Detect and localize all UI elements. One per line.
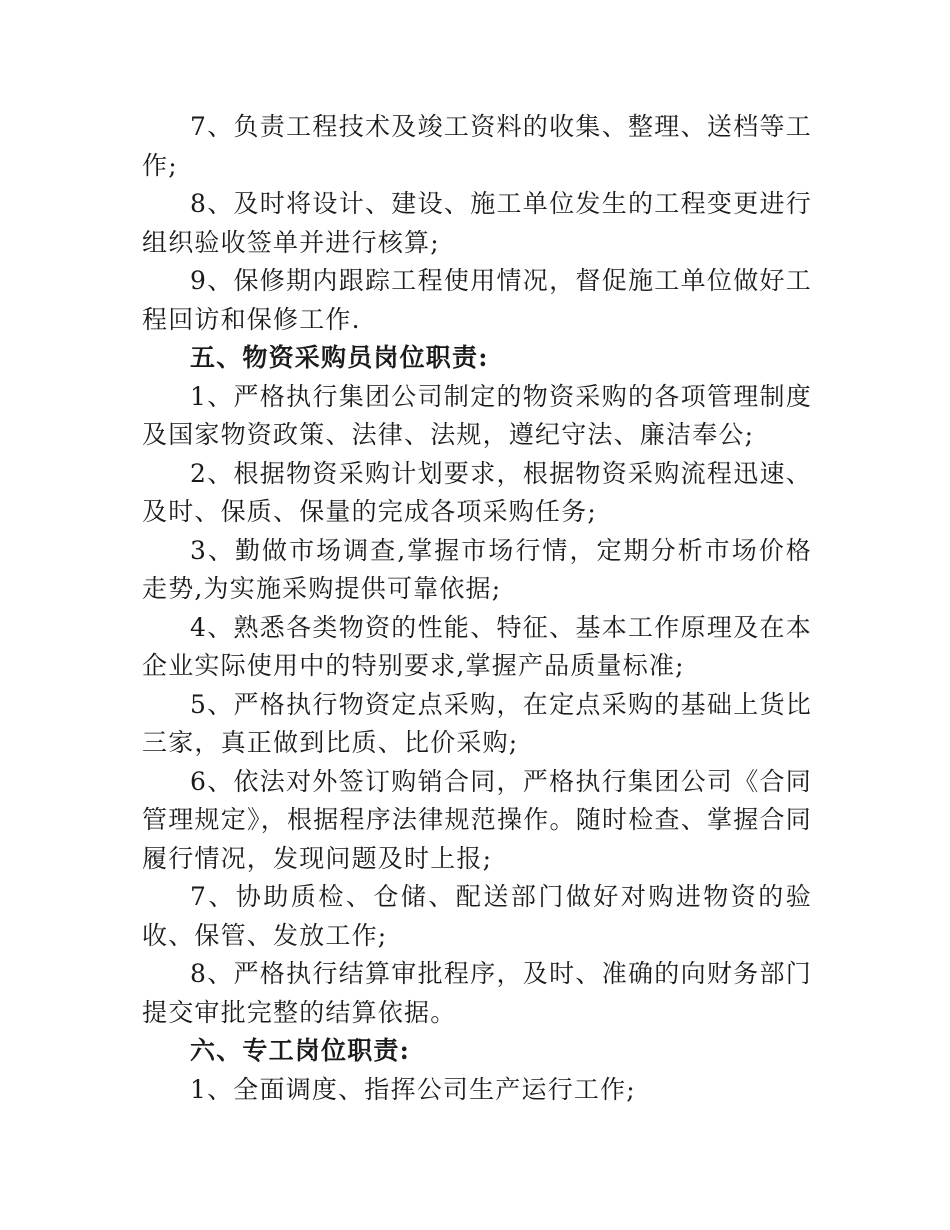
document-body (142, 108, 812, 1109)
paragraph-purchaser-5: 5、严格执行物资定点采购，在定点采购的基础上货比三家，真正做到比质、比价采购; (142, 689, 812, 757)
paragraph-specialist-1: 1、全面调度、指挥公司生产运行工作; (190, 1074, 636, 1104)
paragraph-purchaser-3: 3、勤做市场调查,掌握市场行情，定期分析市场价格走势,为实施采购提供可靠依据; (142, 535, 812, 603)
paragraph-item-9: 9、保修期内跟踪工程使用情况，督促施工单位做好工程回访和保修工作. (142, 266, 812, 334)
section-heading-specialist: 六、专工岗位职责: (190, 1036, 411, 1065)
paragraph-purchaser-1: 1、严格执行集团公司制定的物资采购的各项管理制度及国家物资政策、法律、法规，遵纪守法、廉洁奉公; (142, 381, 812, 449)
paragraph-purchaser-4: 4、熟悉各类物资的性能、特征、基本工作原理及在本企业实际使用中的特别要求,掌握产品质量标准; (142, 612, 812, 680)
paragraph-purchaser-7: 7、协助质检、仓储、配送部门做好对购进物资的验收、保管、发放工作; (142, 882, 812, 950)
paragraph-item-7: 7、负责工程技术及竣工资料的收集、整理、送档等工作; (142, 112, 812, 180)
paragraph-purchaser-2: 2、根据物资采购计划要求，根据物资采购流程迅速、及时、保质、保量的完成各项采购任务; (142, 458, 812, 526)
section-heading-purchaser: 五、物资采购员岗位职责: (190, 343, 489, 372)
paragraph-item-8: 8、及时将设计、建设、施工单位发生的工程变更进行组织验收签单并进行核算; (142, 189, 812, 257)
paragraph-purchaser-6: 6、依法对外签订购销合同，严格执行集团公司《合同管理规定》，根据程序法律规范操作。随时检查、掌握合同履行情况，发现问题及时上报; (142, 766, 812, 873)
paragraph-purchaser-8: 8、严格执行结算审批程序，及时、准确的向财务部门提交审批完整的结算依据。 (142, 959, 812, 1027)
